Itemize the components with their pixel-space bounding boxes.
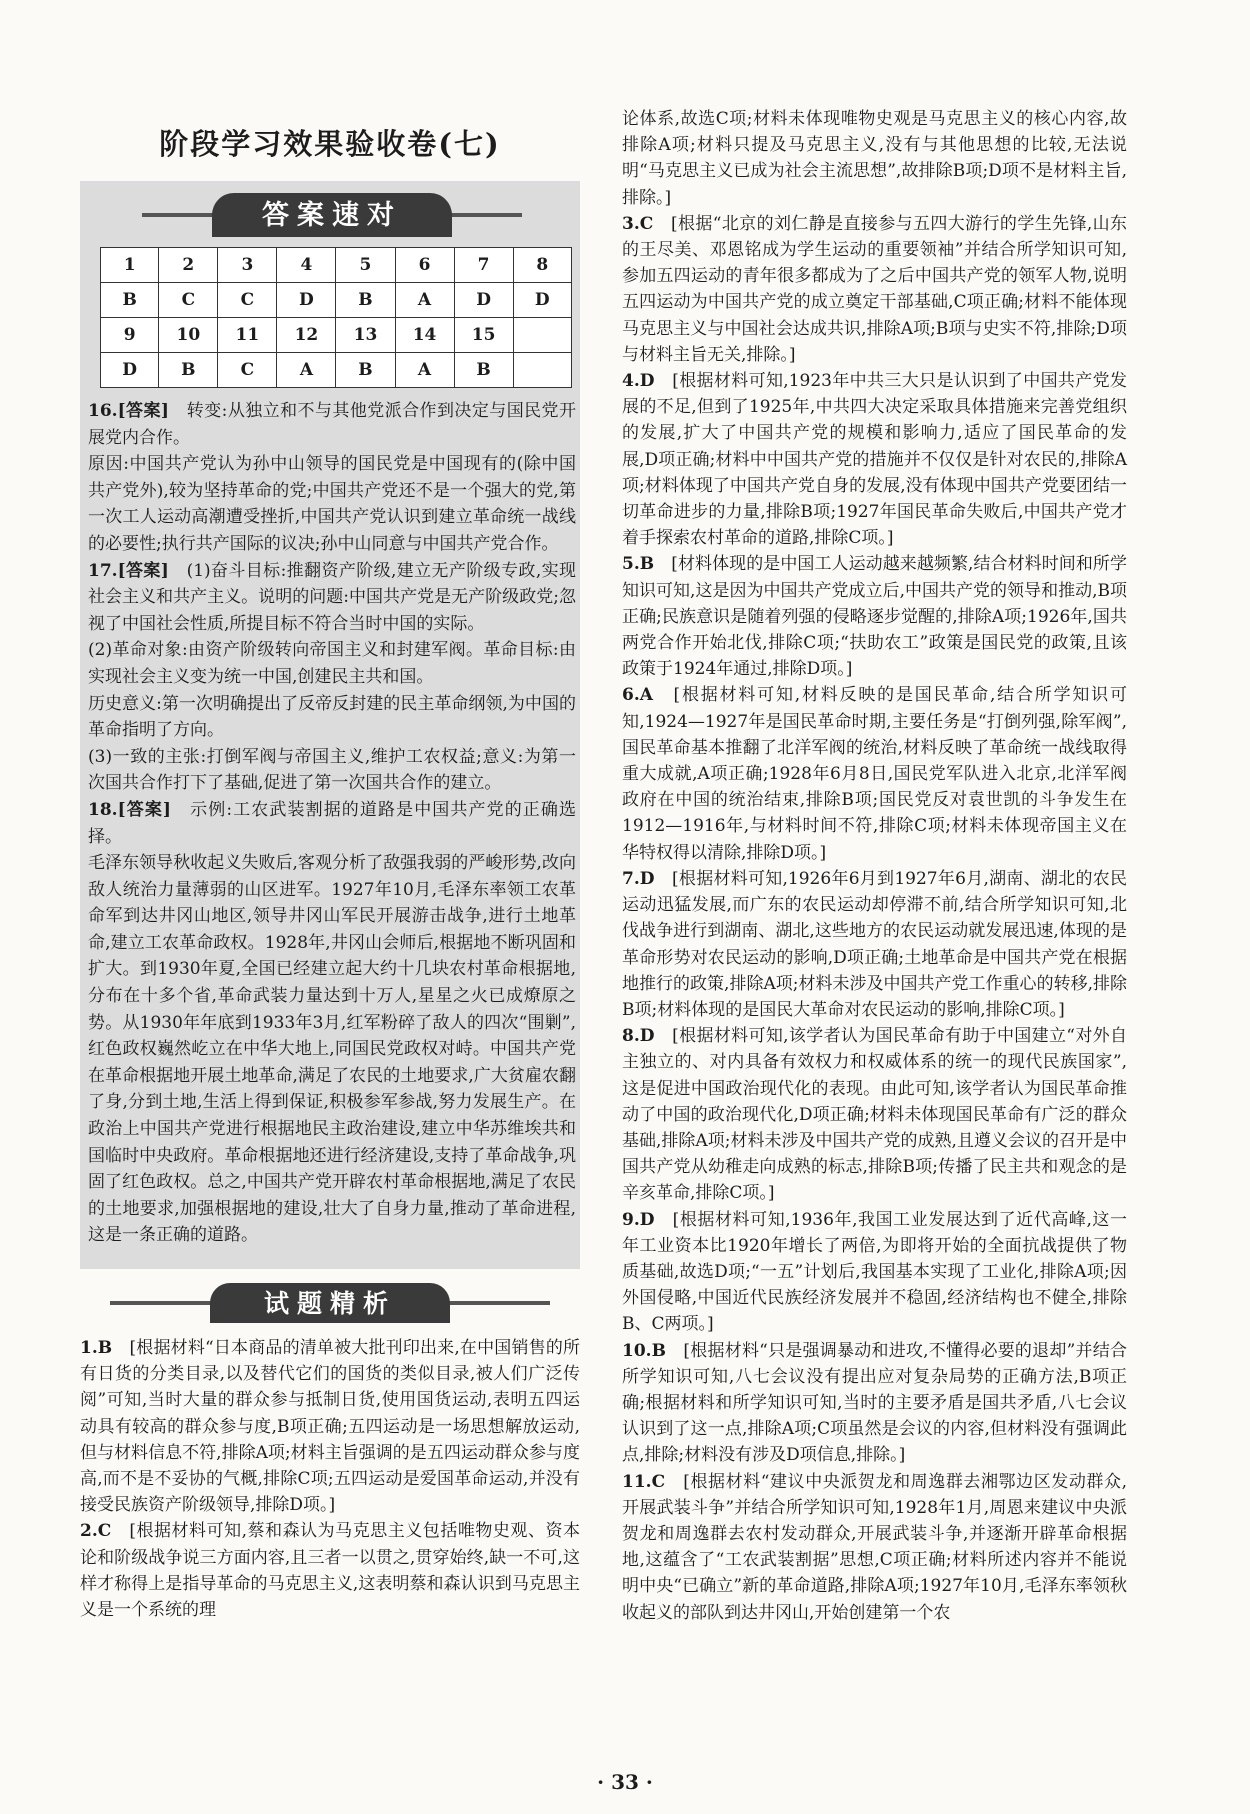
answer-table-row [101,283,572,318]
analysis-item-head: 6.A [622,685,653,706]
answer-paragraph-text: 转变:从独立和不与其他党派合作到决定与国民党开展党内合作。 [88,401,576,448]
answer-paragraph [88,797,576,850]
answer-table-cell: D [454,283,513,318]
analysis-item-text: 论体系,故选C项;材料未体现唯物史观是马克思主义的核心内容,故排除A项;材料只提及马克思主义,没有与其他思想的比较,无法说明“马克思主义已成为社会主流思想”,故排除B项;D项不是材料主旨,排除。] [622,109,1127,208]
answer-table-cell: 5 [336,248,395,283]
analysis-item-text: [材料体现的是中国工人运动越来越频繁,结合材料时间和所学知识可知,这是因为中国共产党成立后,中国共产党的领导和推动,B项正确;民族意识是随着列强的侵略逐步觉醒的,排除A项;1926年,国共两党合作开始北伐,排除C项;“扶助农工”政策是国民党的政策,且该政策于1924年通过,排除D项。] [622,554,1127,680]
analysis-item-head: 1.B [80,1338,113,1358]
analysis-left-items [80,1335,580,1623]
answer-texts [88,398,576,1249]
analysis-item-head: 4.D [622,371,655,392]
answer-table-cell: B [159,353,218,388]
answer-table-cell: 15 [454,318,513,353]
answer-table-cell: 1 [101,248,159,283]
answer-table-cell: A [395,353,454,388]
answer-table-cell: 6 [395,248,454,283]
answer-table-cell: 2 [159,248,218,283]
answer-table-cell: 4 [277,248,336,283]
answer-paragraph [88,637,576,690]
analysis-item [622,106,1127,211]
answer-section [80,181,580,1269]
analysis-item-head: 8.D [622,1026,655,1047]
answer-table-cell: 13 [336,318,395,353]
right-column [622,106,1127,1626]
analysis-item [622,551,1127,682]
answer-table-cell: C [159,283,218,318]
analysis-item [622,1207,1127,1338]
left-column [80,110,580,1623]
answer-table-cell: 8 [513,248,571,283]
answer-paragraph [88,744,576,797]
analysis-right-items [622,106,1127,1626]
answer-table-cell: C [218,353,277,388]
answer-paragraph-text: 毛泽东领导秋收起义失败后,客观分析了敌强我弱的严峻形势,改向敌人统治力量薄弱的山区进军。1927年10月,毛泽东率领工农革命军到达井冈山地区,领导井冈山军民开展游击战争,进行土地革命,建立工农革命政权。1928年,井冈山会师后,根据地不断巩固和扩大。到1930年夏,全国已经建立起大约十几块农村革命根据地,分布在十多个省,革命武装力量达到十万人,星星之火已成燎原之势。从1930年年底到1933年3月,红军粉碎了敌人的四次“围剿”,红色政权巍然屹立在中华大地上,同国民党政权对峙。中国共产党在革命根据地开展土地革命,满足了农民的土地要求,广大贫雇农翻了身,分到土地,生活上得到保证,积极参军参战,努力发展生产。在政治上中国共产党进行根据地民主政治建设,建立中华苏维埃共和国临时中央政府。革命根据地还进行经济建设,支持了革命战争,巩固了红色政权。总之,中国共产党开辟农村革命根据地,满足了农民的土地要求,加强根据地的建设,壮大了自身力量,推动了革命进程,这是一条正确的道路。 [88,853,576,1246]
answer-table-cell: 3 [218,248,277,283]
answer-table-cell: 7 [454,248,513,283]
analysis-item-head: 2.C [80,1521,112,1542]
analysis-item [622,682,1127,865]
analysis-item-text: [根据材料可知,1923年中共三大只是认识到了中国共产党发展的不足,但到了1925年,中共四大决定采取具体措施来完善党组织的发展,扩大了中国共产党的规模和影响力,适应了国民革命的发展,D项正确;材料中中国共产党的措施并不仅仅是针对农民的,排除A项;材料体现了中国共产党自身的发展,没有体现中国共产党要团结一切革命进步的力量,排除B项;1927年国民革命失败后,中国共产党才着手探索农村革命的道路,排除C项。] [622,371,1127,549]
answer-banner-label: 答案速对 [212,193,452,237]
answer-table-cell: A [277,353,336,388]
page-number: · 33 · [597,1770,653,1794]
answer-table-cell: B [454,353,513,388]
answer-table-cell: 12 [277,318,336,353]
answer-paragraph-text: 原因:中国共产党认为孙中山领导的国民党是中国现有的(除中国共产党外),较为坚持革命的党;中国共产党还不是一个强大的党,第一次工人运动高潮遭受挫折,中国共产党认识到建立革命统一战线的必要性;执行共产国际的议决;孙中山同意与中国共产党合作。 [88,454,576,554]
answer-table-cell: 11 [218,318,277,353]
answer-table-cell: D [513,283,571,318]
analysis-item [622,368,1127,551]
answer-table-cell: B [336,353,395,388]
analysis-item [622,211,1127,368]
analysis-item-text: [根据“北京的刘仁静是直接参与五四大游行的学生先锋,山东的王尽美、邓恩铭成为学生运动的重要领袖”并结合所学知识可知,参加五四运动的青年很多都成为了之后中国共产党的领军人物,说明五四运动为中国共产党的成立奠定干部基础,C项正确;材料不能体现马克思主义与中国社会达成共识,排除A项;B项与史实不符,排除;D项与材料主旨无关,排除。] [622,213,1127,365]
analysis-item-text: [根据材料可知,蔡和森认为马克思主义包括唯物史观、资本论和阶级战争说三方面内容,且三者一以贯之,贯穿始终,缺一不可,这样才称得上是指导革命的马克思主义,这表明蔡和森认识到马克思主义是一个系统的理 [80,1521,580,1621]
analysis-banner [180,1283,480,1323]
analysis-item-head: 10.B [622,1340,666,1361]
answer-table [100,247,572,388]
analysis-item-text: [根据材料可知,该学者认为国民革命有助于中国建立“对外自主独立的、对内具备有效权力和权威体系的统一的现代民族国家”,这是促进中国政治现代化的表现。由此可知,该学者认为国民革命推动了中国的政治现代化,D项正确;材料未体现国民革命有广泛的群众基础,排除A项;材料未涉及中国共产党的成熟,且遵义会议的召开是中国共产党从幼稚走向成熟的标志,排除B项;传播了民主共和观念的是辛亥革命,排除C项。] [622,1026,1127,1204]
answer-table-row [101,318,572,353]
answer-paragraph [88,558,576,638]
answer-paragraph-text: (1)奋斗目标:推翻资产阶级,建立无产阶级专政,实现社会主义和共产主义。说明的问题:中国共产党是无产阶级政党;忽视了中国社会性质,所提目标不符合当时中国的实际。 [88,560,576,634]
analysis-item-head: 3.C [622,213,654,234]
answer-paragraph-text: 示例:工农武装割据的道路是中国共产党的正确选择。 [88,799,576,847]
answer-paragraph-text: (2)革命对象:由资产阶级转向帝国主义和封建军阀。革命目标:由实现社会主义变为统一中国,创建民主共和国。 [88,640,576,687]
answer-paragraph-head: 18.[答案] [88,799,171,820]
answer-table-cell: B [101,283,159,318]
analysis-section [80,1283,580,1623]
analysis-item [622,1023,1127,1206]
analysis-item-head: 11.C [622,1471,666,1492]
analysis-item-text: [根据材料可知,1926年6月到1927年6月,湖南、湖北的农民运动迅猛发展,而广东的农民运动却停滞不前,结合所学知识可知,北伐战争进行到湖南、湖北,这些地方的农民运动就发展迅速,体现的是革命形势对农民运动的影响,D项正确;土地革命是中国共产党在根据地推行的政策,排除A项;材料未涉及中国共产党工作重心的转移,排除B项;材料体现的是国民大革命对农民运动的影响,排除C项。] [622,868,1127,1020]
analysis-item-head: 9.D [622,1209,655,1230]
analysis-item [622,866,1127,1023]
answer-table-cell: A [395,283,454,318]
answer-paragraph-head: 17.[答案] [88,560,169,581]
analysis-item [622,1338,1127,1469]
answer-table-cell: 10 [159,318,218,353]
answer-table-row [101,353,572,388]
answer-table-cell: 9 [101,318,159,353]
answer-table-cell: D [101,353,159,388]
analysis-item-text: [根据材料“建议中央派贺龙和周逸群去湘鄂边区发动群众,开展武装斗争”并结合所学知识可知,1928年1月,周恩来建议中央派贺龙和周逸群去农村发动群众,开展武装斗争,并逐渐开辟革命根据地,这蕴含了“工农武装割据”思想,C项正确;材料所述内容并不能说明中央“已确立”新的革命道路,排除A项;1927年10月,毛泽东率领秋收起义的部队到达井冈山,开始创建第一个农 [622,1471,1127,1623]
answer-table-cell: D [277,283,336,318]
answer-table-cell: C [218,283,277,318]
answer-paragraph [88,691,576,744]
analysis-item-text: [根据材料可知,材料反映的是国民革命,结合所学知识可知,1924—1927年是国民革命时期,主要任务是“打倒列强,除军阀”,国民革命基本推翻了北洋军阀的统治,材料反映了革命统一战线取得重大成就,A项正确;1928年6月8日,国民党军队进入北京,北洋军阀政府在中国的统治结束,排除B项;国民党反对袁世凯的斗争发生在1912—1916年,与材料时间不符,排除C项;材料未体现帝国主义在华特权得以清除,排除D项。] [622,685,1127,863]
analysis-item-head: 5.B [622,554,655,575]
analysis-item [622,1469,1127,1626]
answer-table-cell [513,318,571,353]
analysis-item-text: [根据材料可知,1936年,我国工业发展达到了近代高峰,这一年工业资本比1920年增长了两倍,为即将开始的全面抗战提供了物质基础,故选D项;“一五”计划后,我国基本实现了工业化,排除A项;因外国侵略,中国近代民族经济发展并不稳固,经济结构也不健全,排除B、C两项。] [622,1209,1127,1335]
answer-table-cell [513,353,571,388]
analysis-item-head: 7.D [622,868,655,889]
analysis-item [80,1518,580,1623]
page-title: 阶段学习效果验收卷(七) [159,127,501,161]
answer-banner [182,193,482,237]
answer-paragraph [88,398,576,451]
answer-table-cell: 14 [395,318,454,353]
answer-paragraph-head: 16.[答案] [88,401,169,421]
answer-table-row [101,248,572,283]
analysis-banner-label: 试题精析 [210,1283,450,1323]
answer-paragraph [88,451,576,557]
answer-paragraph [88,850,576,1249]
answer-paragraph-text: 历史意义:第一次明确提出了反帝反封建的民主革命纲领,为中国的革命指明了方向。 [88,693,576,741]
answer-table-cell: B [336,283,395,318]
analysis-item-text: [根据材料“只是强调暴动和进攻,不懂得必要的退却”并结合所学知识可知,八七会议没有提出应对复杂局势的正确方法,B项正确;根据材料和所学知识可知,当时的主要矛盾是国共矛盾,八七会议认识到了这一点,排除A项;C项虽然是会议的内容,但材料没有强调此点,排除;材料没有涉及D项信息,排除。] [622,1340,1127,1466]
analysis-item [80,1335,580,1518]
answer-paragraph-text: (3)一致的主张:打倒军阀与帝国主义,维护工农权益;意义:为第一次国共合作打下了基础,促进了第一次国共合作的建立。 [88,746,576,794]
analysis-item-text: [根据材料“日本商品的清单被大批刊印出来,在中国销售的所有日货的分类目录,以及替代它们的国货的类似目录,被人们广泛传阅”可知,当时大量的群众参与抵制日货,使用国货运动,表明五四运动具有较高的群众参与度,B项正确;五四运动是一场思想解放运动,但与材料信息不符,排除A项;材料主旨强调的是五四运动群众参与度高,而不是不妥协的气概,排除C项;五四运动是爱国革命运动,并没有接受民族资产阶级领导,排除D项。] [80,1338,580,1516]
